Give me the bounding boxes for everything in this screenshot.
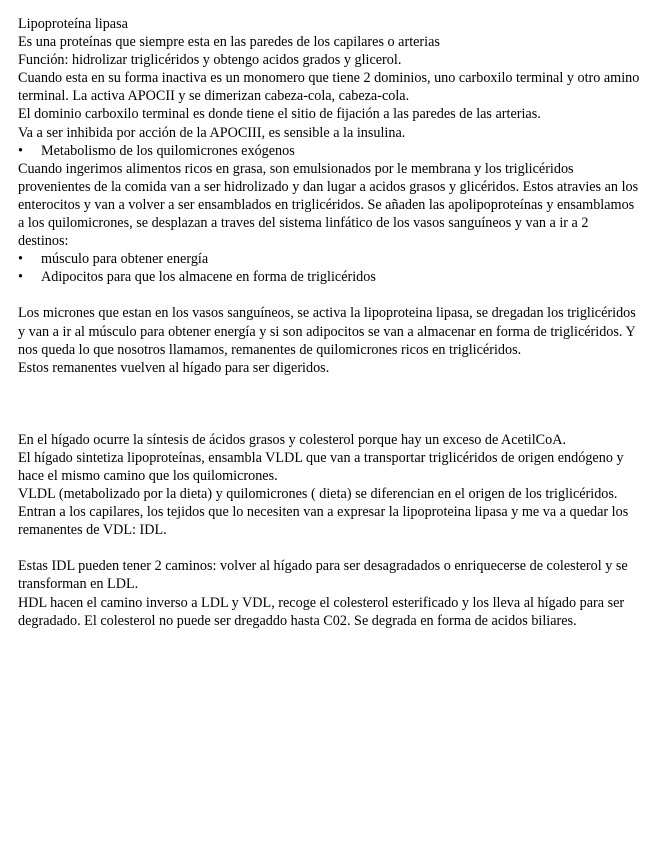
spacer bbox=[18, 539, 640, 557]
bullet-icon: • bbox=[18, 251, 23, 268]
paragraph: HDL hacen el camino inverso a LDL y VDL, recoge el colesterol esterificado y los lleva al hígado para ser degradado. El colesterol no puede ser dregaddo hasta C02. Se degrada en forma de acidos biliares. bbox=[18, 594, 625, 629]
bullet-text: Adipocitos para que los almacene en forma de triglicéridos bbox=[41, 269, 376, 286]
bullet-item bbox=[18, 142, 640, 160]
spacer bbox=[18, 377, 640, 431]
paragraph: VLDL (metabolizado por la dieta) y quilomicrones ( dieta) se diferencian en el origen de los triglicéridos. bbox=[18, 486, 618, 503]
bullet-icon: • bbox=[18, 142, 23, 159]
paragraph: Función: hidrolizar triglicéridos y obtengo acidos grados y glicerol. bbox=[18, 52, 402, 69]
paragraph: Cuando esta en su forma inactiva es un monomero que tiene 2 dominios, uno carboxilo terminal y otro amino terminal. La activa APOCII y se dimerizan cabeza-cola, cabeza-cola. bbox=[18, 70, 640, 105]
paragraph: El hígado sintetiza lipoproteínas, ensambla VLDL que van a transportar triglicéridos de origen endógeno y hace el mismo camino que los quilomicrones. bbox=[18, 449, 624, 484]
bullet-icon: • bbox=[18, 269, 23, 286]
paragraph: Estos remanentes vuelven al hígado para ser digeridos. bbox=[18, 359, 330, 376]
paragraph: Va a ser inhibida por acción de la APOCIII, es sensible a la insulina. bbox=[18, 124, 406, 141]
spacer bbox=[18, 286, 640, 304]
paragraph: Estas IDL pueden tener 2 caminos: volver al hígado para ser desagradados o enriquecerse de colesterol y se transforman en LDL. bbox=[18, 558, 628, 593]
paragraph: Es una proteínas que siempre esta en las paredes de los capilares o arterias bbox=[18, 34, 440, 51]
paragraph: El dominio carboxilo terminal es donde tiene el sitio de fijación a las paredes de las arterias. bbox=[18, 106, 541, 123]
doc-title: Lipoproteína lipasa bbox=[18, 16, 128, 32]
bullet-item bbox=[18, 250, 640, 268]
paragraph: Cuando ingerimos alimentos ricos en grasa, son emulsionados por le membrana y los triglicéridos provenientes de la comida van a ser hidrolizado y dan lugar a acidos grasos y glicéridos. Estos atravies an los enterocitos y van a volver a ser ensamblados en triglicéridos. Se añaden las apolipoproteínas y ensamblamos a los quilomicrones, se desplazan a traves del sistema linfático de los vasos sanguíneos y van a ir a 2 destinos: bbox=[18, 160, 639, 250]
bullet-text: músculo para obtener energía bbox=[41, 251, 209, 268]
bullet-text: Metabolismo de los quilomicrones exógenos bbox=[41, 142, 295, 159]
document-page bbox=[18, 15, 640, 630]
bullet-item bbox=[18, 268, 640, 286]
paragraph: Los micrones que estan en los vasos sanguíneos, se activa la lipoproteina lipasa, se dregadan los triglicéridos y van a ir al músculo para obtener energía y si son adipocitos se van a almacenar en forma de triglicéridos. Y nos queda lo que nosotros llamamos, remanentes de quilomicrones ricos en triglicéridos. bbox=[18, 305, 636, 358]
paragraph: Entran a los capilares, los tejidos que lo necesiten van a expresar la lipoproteina lipasa y me va a quedar los remanentes de VDL: IDL. bbox=[18, 504, 629, 539]
paragraph: En el hígado ocurre la síntesis de ácidos grasos y colesterol porque hay un exceso de AcetilCoA. bbox=[18, 431, 567, 448]
